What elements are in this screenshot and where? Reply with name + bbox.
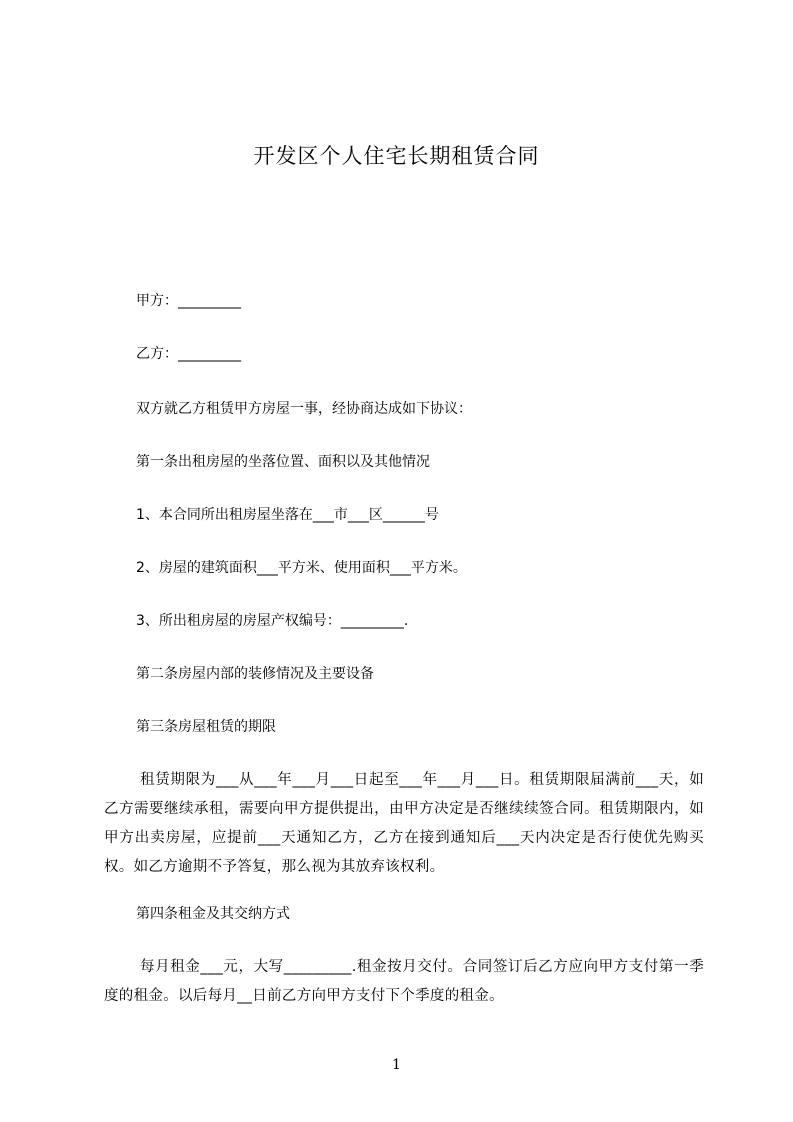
article-1-item-3: 3、所出租房屋的房屋产权编号：_________. bbox=[136, 613, 409, 629]
article-1-heading: 第一条出租房屋的坐落位置、面积以及其他情况 bbox=[136, 454, 430, 470]
article-4-body: 每月租金___元，大写_________.租金按月交付。合同签订后乙方应向甲方支付第一季度的租金。以后每月__日前乙方向甲方支付下个季度的租金。 bbox=[104, 959, 704, 1004]
article-4-heading: 第四条租金及其交纳方式 bbox=[136, 906, 290, 922]
article-1-item-2: 2、房屋的建筑面积___平方米、使用面积___平方米。 bbox=[136, 560, 467, 576]
article-3-body: 租赁期限为___从___年___月___日起至___年___月___日。租赁期限届满前___天，如乙方需要继续承租，需要向甲方提供提出，由甲方决定是否继续续签合同。租赁期限内，如甲方出卖房屋，应提前___天通知乙方，乙方在接到通知后___天内决定是否行使优先购买权。如乙方逾期不予答复，那么视为其放弃该权利。 bbox=[104, 772, 704, 875]
intro-paragraph: 双方就乙方租赁甲方房屋一事，经协商达成如下协议： bbox=[136, 401, 472, 417]
article-3-heading: 第三条房屋租赁的期限 bbox=[136, 719, 276, 735]
party-a-line: 甲方：_________ bbox=[136, 293, 241, 309]
article-1-item-1: 1、本合同所出租房屋坐落在___市___区______号 bbox=[136, 507, 439, 523]
article-2-heading: 第二条房屋内部的装修情况及主要设备 bbox=[136, 666, 374, 682]
party-b-line: 乙方：_________ bbox=[136, 346, 241, 362]
document-title: 开发区个人住宅长期租赁合同 bbox=[253, 144, 540, 168]
page-number: 1 bbox=[392, 1057, 401, 1073]
